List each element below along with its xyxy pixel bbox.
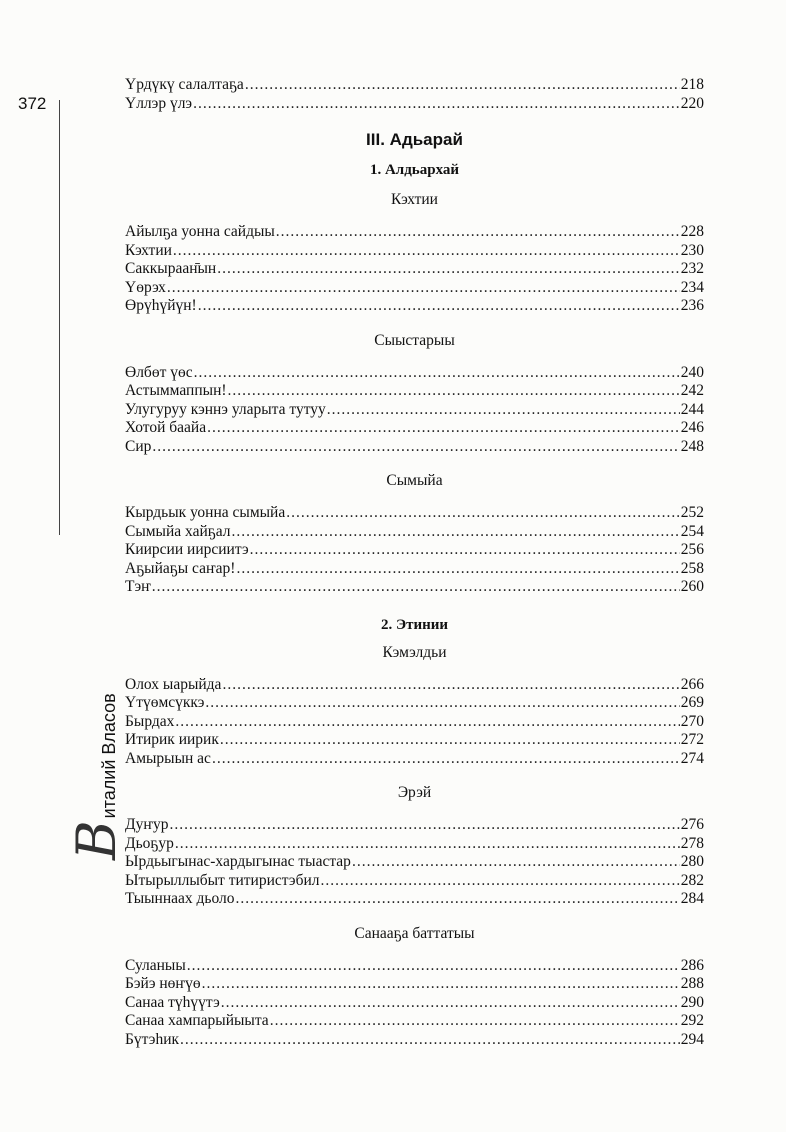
- toc-entry-title: Бэйэ нөҥүө: [125, 975, 201, 992]
- toc-entry-page: 286: [680, 956, 704, 974]
- toc-entry-title: Кэхтии: [125, 241, 172, 259]
- toc-entry-title: Саккыраан̄ын: [125, 260, 217, 277]
- toc-entry: [125, 223, 704, 242]
- toc-entry-title: Сир: [125, 437, 152, 455]
- toc-entry-page: 290: [680, 993, 704, 1011]
- toc-entry-page: 218: [680, 76, 704, 93]
- toc-entry: [125, 560, 704, 579]
- chapter-title: 2. Этинии: [380, 616, 449, 633]
- toc-entry-title: Дьоҕур: [125, 834, 174, 852]
- toc-entry-title: Аҕыйаҕы саҥар!: [125, 559, 236, 577]
- toc-leader-dots: [276, 223, 680, 242]
- toc-entry-title: Ытырыллыбыт титиристэбил: [125, 871, 320, 889]
- toc-entry-page: 230: [680, 241, 704, 259]
- toc-entry-page: 244: [680, 400, 704, 418]
- toc-entry-title: Киирсии иирсиитэ: [125, 541, 249, 558]
- toc-entry: [125, 1031, 704, 1050]
- section-title: Кэхтии: [391, 191, 438, 208]
- toc-leader-dots: [217, 260, 680, 279]
- toc-leader-dots: [352, 853, 680, 872]
- toc-leader-dots: [152, 438, 679, 457]
- toc-entry: [125, 890, 704, 909]
- toc-entry-page: 236: [680, 297, 704, 314]
- section-title: Санааҕа баттатыы: [354, 924, 475, 942]
- toc-entry: [125, 523, 704, 542]
- toc-entry-title: Дуҥур: [125, 816, 169, 833]
- toc-leader-dots: [180, 1031, 680, 1050]
- author-initial: В: [65, 820, 128, 860]
- toc-entry-title: Бырдах: [125, 712, 175, 730]
- toc-entry-title: Өрүһүйүн!: [125, 297, 197, 314]
- toc-leader-dots: [220, 731, 680, 750]
- part-title: III. Адьарай: [366, 130, 463, 149]
- toc-entry-page: 276: [680, 816, 704, 833]
- toc-leader-dots: [236, 560, 679, 579]
- toc-entry-title: Үтүөмсүккэ: [125, 694, 205, 711]
- toc-leader-dots: [270, 1012, 680, 1031]
- toc-leader-dots: [245, 76, 680, 95]
- toc-entry: [125, 835, 704, 854]
- toc-leader-dots: [187, 957, 680, 976]
- section-title: Сымыйа: [386, 472, 443, 489]
- chapter: [125, 162, 704, 597]
- author-name-rest: италий Власов: [99, 693, 119, 819]
- toc-entry-page: 278: [680, 834, 704, 852]
- toc-entry: [125, 382, 704, 401]
- toc-entry: [125, 713, 704, 732]
- toc-entry-page: 242: [680, 382, 704, 399]
- toc-leader-dots: [152, 578, 680, 597]
- toc-entry-page: 282: [680, 871, 704, 889]
- toc-entry-title: Бүтэһик: [125, 1030, 180, 1048]
- toc-entry-page: 270: [680, 712, 704, 730]
- toc-entry-page: 292: [680, 1012, 704, 1029]
- toc-entry-title: Үллэр үлэ: [125, 94, 193, 112]
- toc-leader-dots: [175, 835, 680, 854]
- toc-entry-page: 274: [680, 749, 704, 767]
- toc-leader-dots: [169, 816, 679, 835]
- toc-leader-dots: [175, 713, 679, 732]
- toc-entry-title: Астыммаппын!: [125, 382, 227, 399]
- toc-entry-page: 220: [680, 94, 704, 112]
- toc-leader-dots: [321, 872, 680, 891]
- toc-entry: [125, 816, 704, 835]
- toc-entry-title: Тыыннаах дьоло: [125, 890, 235, 907]
- toc-entry-page: 246: [680, 419, 704, 436]
- toc-leader-dots: [286, 504, 680, 523]
- toc-leader-dots: [221, 994, 680, 1013]
- section-title: Кэмэлдьи: [382, 643, 447, 661]
- toc-entry-title: Үрдүкү салалтаҕа: [125, 76, 244, 93]
- toc-entry-title: Амырыын ас: [125, 749, 211, 767]
- toc-leader-dots: [167, 279, 680, 298]
- toc-top-entries: [125, 76, 704, 113]
- toc-entry: [125, 279, 704, 298]
- toc-entry: [125, 364, 704, 383]
- toc-entry: [125, 242, 704, 261]
- chapter-title: 1. Алдьархай: [369, 162, 460, 178]
- toc-leader-dots: [250, 541, 680, 560]
- toc-entry: [125, 401, 704, 420]
- toc-entry-title: Тэҥ: [125, 578, 151, 595]
- toc-leader-dots: [198, 297, 680, 316]
- toc-entry-page: 272: [680, 731, 704, 748]
- toc-entry: [125, 1012, 704, 1031]
- toc-entry-title: Санаа хампарыйыыта: [125, 1012, 269, 1029]
- toc-leader-dots: [193, 95, 680, 114]
- toc-leader-dots: [173, 242, 680, 261]
- toc-entry-title: Өлбөт үөс: [125, 363, 193, 381]
- toc-entry-page: 234: [680, 278, 704, 296]
- toc-entry-title: Үөрэх: [125, 278, 166, 296]
- toc-entry-title: Суланыы: [125, 956, 186, 974]
- section-title: Сыыстарыы: [374, 331, 455, 349]
- toc-entry-title: Санаа түһүүтэ: [125, 993, 220, 1011]
- toc-entry-title: Улугуруу кэннэ уларыта тутуу: [125, 400, 326, 418]
- toc-entry: [125, 975, 704, 994]
- toc-entry-title: Кырдьык уонна сымыйа: [125, 504, 286, 521]
- toc-entry: [125, 297, 704, 316]
- toc-entry-title: Итирик иирик: [125, 731, 219, 748]
- toc-entry: [125, 76, 704, 95]
- toc-entry-page: 258: [680, 559, 704, 577]
- toc-leader-dots: [205, 694, 679, 713]
- toc-entry: [125, 95, 704, 114]
- toc-entry: [125, 994, 704, 1013]
- toc-entry-page: 248: [680, 437, 704, 455]
- toc-entry: [125, 694, 704, 713]
- toc-entry: [125, 853, 704, 872]
- toc-leader-dots: [327, 401, 680, 420]
- toc-entry: [125, 676, 704, 695]
- toc-entry-page: 252: [680, 504, 704, 521]
- chapter: [125, 617, 704, 1050]
- toc-entry-page: 260: [680, 578, 704, 595]
- toc-entry: [125, 504, 704, 523]
- toc-entry: [125, 541, 704, 560]
- toc-entry-title: Хотой баайа: [125, 419, 207, 436]
- toc-entry-page: 288: [680, 975, 704, 992]
- toc-entry-page: 240: [680, 363, 704, 381]
- toc-entry: [125, 750, 704, 769]
- toc-leader-dots: [235, 890, 679, 909]
- table-of-contents: [125, 76, 704, 1049]
- toc-entry: [125, 957, 704, 976]
- margin-rule: [59, 100, 60, 535]
- toc-entry: [125, 578, 704, 597]
- toc-entry-page: 254: [680, 522, 704, 540]
- toc-leader-dots: [194, 364, 680, 383]
- toc-entry-title: Айылҕа уонна сайдыы: [125, 223, 275, 240]
- toc-entry-page: 256: [680, 541, 704, 558]
- toc-entry-title: Сымыйа хайҕал: [125, 522, 231, 540]
- toc-entry: [125, 419, 704, 438]
- toc-entry-page: 232: [680, 260, 704, 277]
- toc-leader-dots: [222, 676, 679, 695]
- toc-entry-title: Ырдьыгынас-хардыгынас тыастар: [125, 853, 351, 870]
- toc-leader-dots: [228, 382, 680, 401]
- toc-entry-title: Олох ыарыйда: [125, 675, 222, 693]
- toc-entry-page: 280: [680, 853, 704, 870]
- section-title: Эрэй: [397, 784, 432, 801]
- toc-entry-page: 284: [680, 890, 704, 907]
- toc-leader-dots: [212, 750, 680, 769]
- toc-entry: [125, 438, 704, 457]
- toc-entry-page: 266: [680, 675, 704, 693]
- toc-leader-dots: [231, 523, 679, 542]
- toc-entry-page: 294: [680, 1030, 704, 1048]
- toc-entry: [125, 731, 704, 750]
- page-number: 372: [18, 94, 47, 113]
- toc-entry: [125, 872, 704, 891]
- toc-leader-dots: [207, 419, 680, 438]
- toc-entry-page: 228: [680, 223, 704, 240]
- toc-entry-page: 269: [680, 694, 704, 711]
- toc-entry: [125, 260, 704, 279]
- toc-leader-dots: [202, 975, 680, 994]
